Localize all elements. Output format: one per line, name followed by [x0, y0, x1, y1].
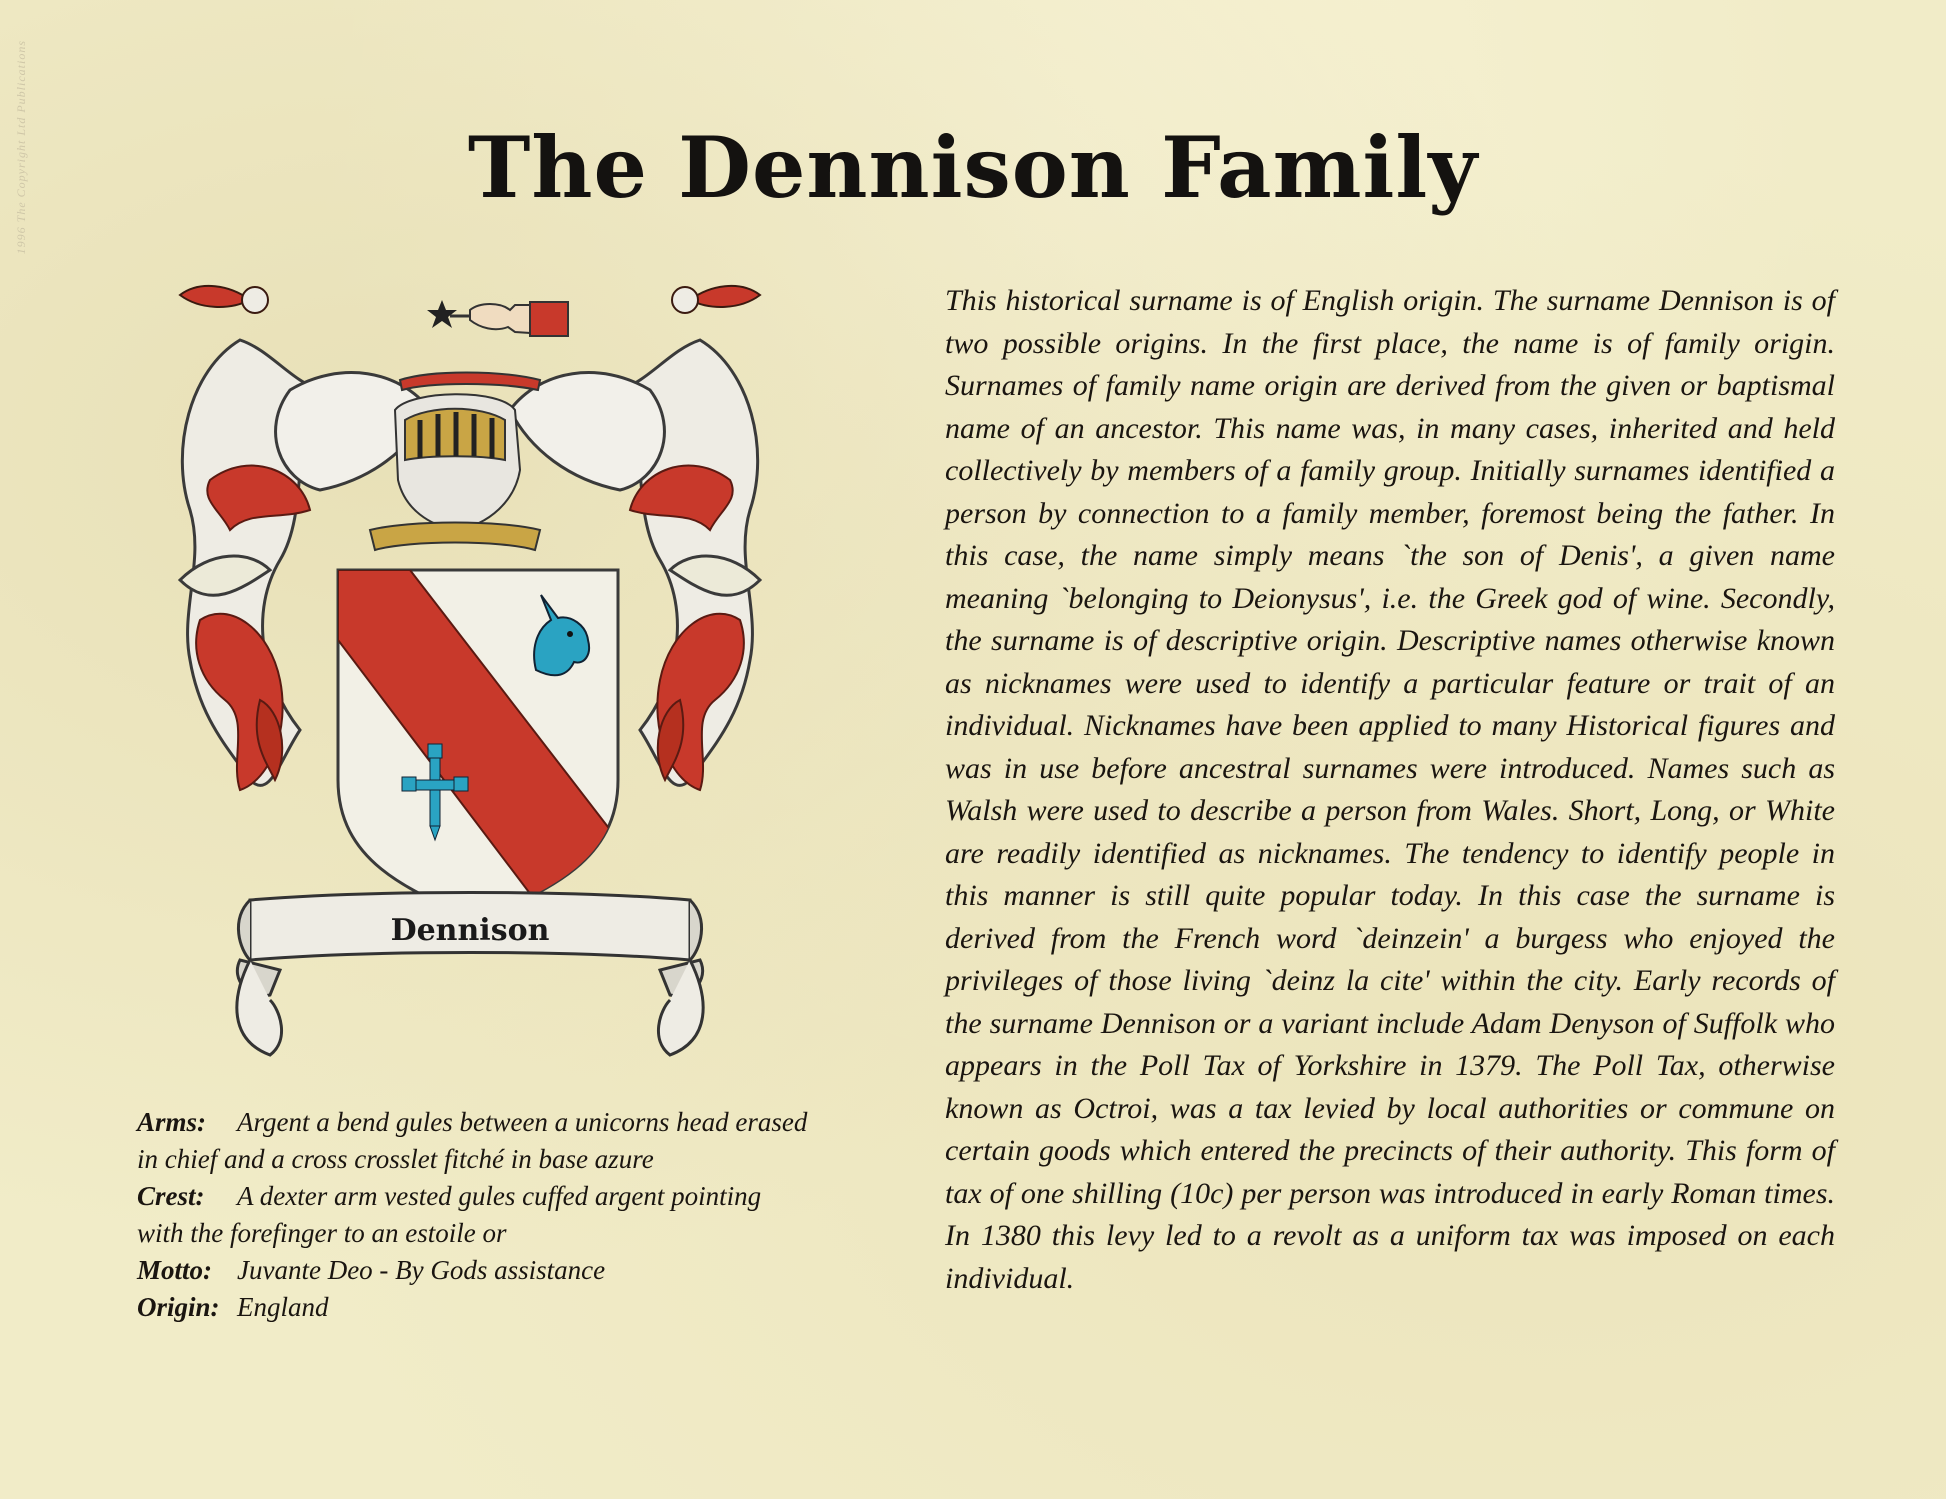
family-history-text: This historical surname is of English origin. The surname Dennison is of two possible origins. In the first place, the name is of family origin. Surnames of family name origin are derived from the given or baptismal name of an ancestor. This name was, in many cases, inherited and held collectively by members of a family group. Initially surnames identified a person by connection to a family member, foremost being the father. In this case, the name simply means `the son of Denis', a given name meaning `belonging to Deionysus', i.e. the Greek god of wine. Secondly, the surname is of descriptive origin. Descriptive names otherwise known as nicknames were used to identify a particular feature or trait of an individual. Nicknames have been applied to many Historical figures and was in use before ancestral surnames were introduced. Names such as Walsh were used to describe a person from Wales. Short, Long, or White are readily identified as nicknames. The tendency to identify people in this manner is still quite popular today. In this case the surname is derived from the French word `deinzein' a burgess who enjoyed the privileges of those living `deinz la cite' within the city. Early records of the surname Dennison or a variant include Adam Denyson of Suffolk who appears in the Poll Tax of Yorkshire in 1379. The Poll Tax, otherwise known as Octroi, was a tax levied by local authorities or commune on certain goods which entered the precincts of their authority. This form of tax of one shilling (10c) per person was introduced in early Roman times. In 1380 this levy led to a revolt as a uniform tax was imposed on each individual. — [945, 284, 1835, 1295]
motto-label: Motto: — [137, 1255, 213, 1285]
copyright-notice: 1996 The Copyright Ltd Publications — [14, 40, 28, 255]
arms-row-cont — [137, 1141, 897, 1178]
origin-label: Origin: — [137, 1292, 220, 1322]
origin-value: England — [237, 1292, 329, 1322]
page-title: The Dennison Family — [467, 118, 1479, 217]
blazon — [137, 1104, 897, 1326]
crest-arm — [427, 300, 568, 336]
coat-of-arms — [170, 280, 770, 1080]
estoile-icon — [427, 300, 457, 328]
crest-label: Crest: — [137, 1181, 205, 1211]
crest-line2: with the forefinger to an estoile or — [137, 1218, 507, 1248]
motto-row — [137, 1252, 897, 1289]
arms-line2: in chief and a cross crosslet fitché in base azure — [137, 1144, 654, 1174]
scroll-name-text: Dennison — [390, 913, 550, 948]
arms-line1: Argent a bend gules between a unicorns head erased — [237, 1107, 808, 1137]
torse — [400, 373, 540, 391]
helmet — [370, 394, 540, 550]
origin-row — [137, 1289, 897, 1326]
arms-label: Arms: — [137, 1107, 207, 1137]
shield — [338, 570, 618, 920]
crest-row — [137, 1178, 897, 1215]
crest-line1: A dexter arm vested gules cuffed argent pointing — [237, 1181, 762, 1211]
motto-value: Juvante Deo - By Gods assistance — [237, 1255, 606, 1285]
arms-row — [137, 1104, 897, 1141]
crest-row-cont — [137, 1215, 897, 1252]
